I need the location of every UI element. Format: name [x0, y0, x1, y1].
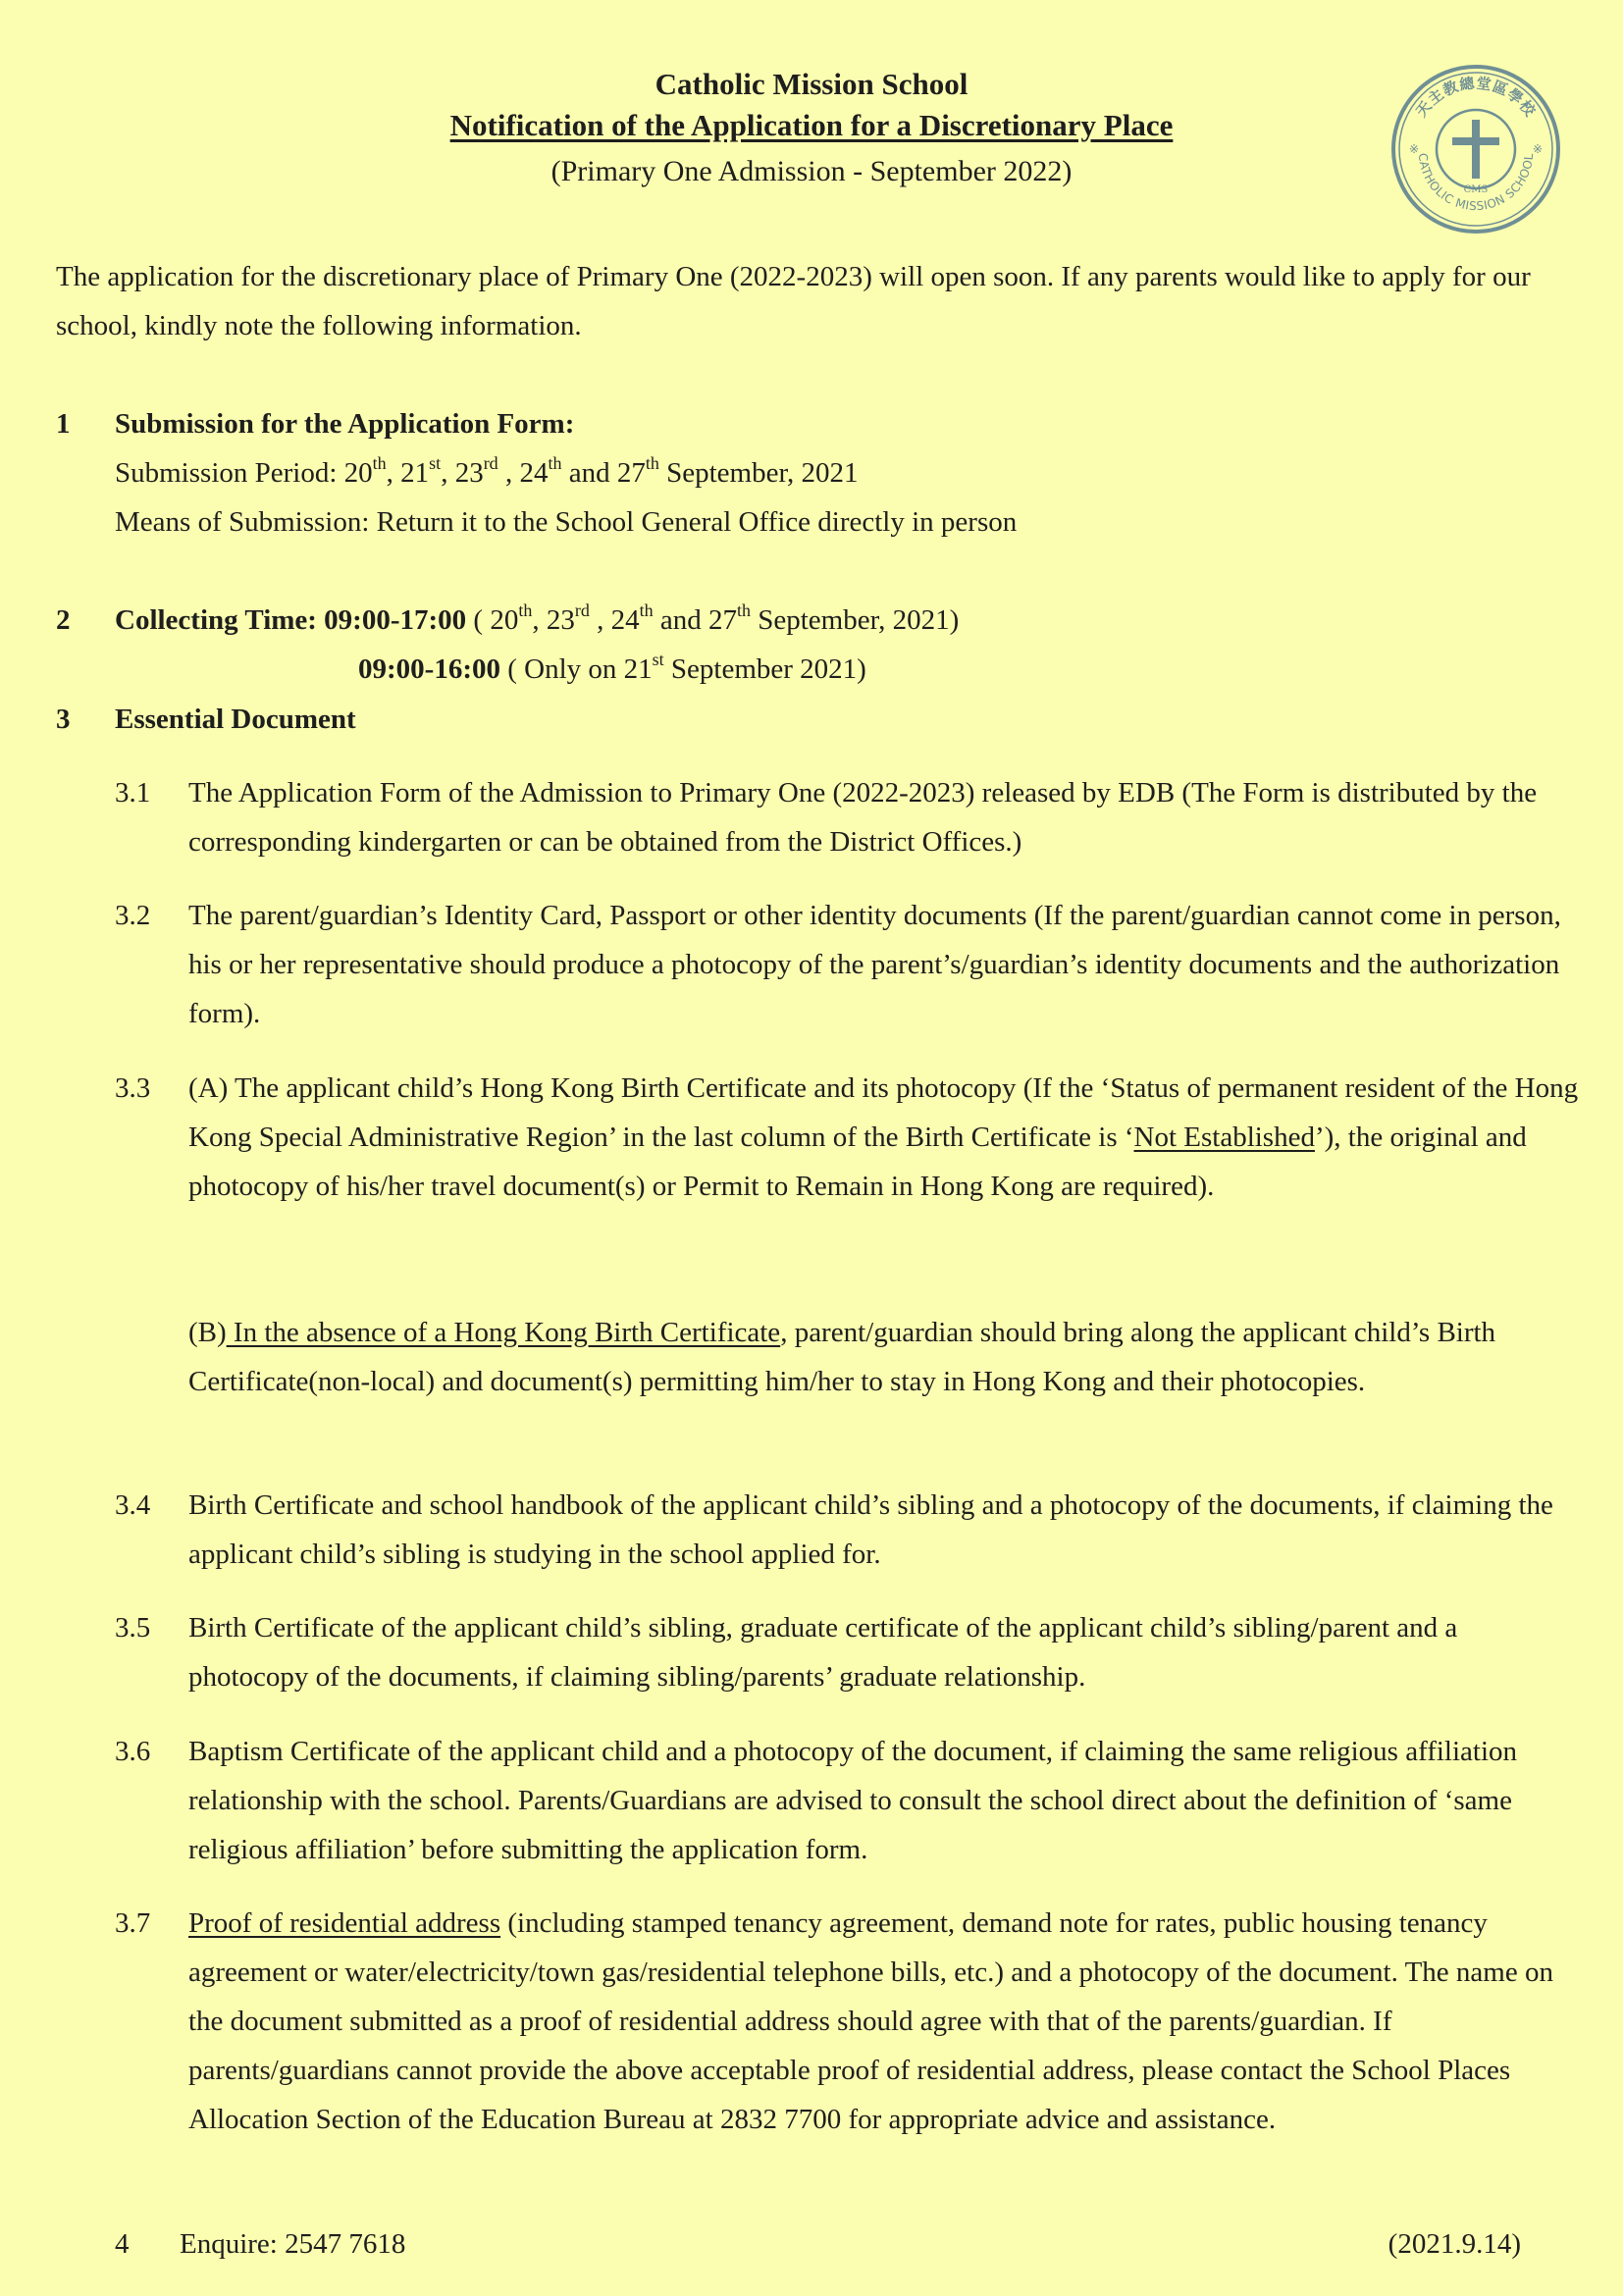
sub-3-6-number: 3.6: [115, 1736, 151, 1767]
item-2-block: [115, 596, 1567, 694]
item-3-heading: Essential Document: [115, 704, 356, 735]
sub-3-3-number: 3.3: [115, 1072, 151, 1104]
page-title: Notification of the Application for a Discretionary Place: [449, 108, 1174, 142]
sub-3-5-number: 3.5: [115, 1612, 151, 1644]
means-of-submission: Means of Submission: Return it to the School General Office directly in person: [115, 506, 1018, 538]
sub-3-3-b-text: (B) In the absence of a Hong Kong Birth Certificate, parent/guardian should bring along the applicant child’s Birth Certificate(non-local) and document(s) permitting him/her to stay in Hong Kong and their photocopies.: [188, 1317, 1496, 1397]
document-date: (2021.9.14): [1387, 2228, 1521, 2260]
item-1-block: [115, 399, 1567, 547]
item-4-number: 4: [115, 2228, 130, 2260]
item-1-number: 1: [56, 408, 71, 440]
sub-3-7-number: 3.7: [115, 1907, 151, 1939]
item-2-number: 2: [56, 604, 71, 636]
sub-3-5-text: Birth Certificate of the applicant child’s sibling, graduate certificate of the applicant child’s sibling/parent and a photocopy of the documents, if claiming sibling/parents’ graduate relationship.: [188, 1612, 1458, 1693]
collecting-time-line-2: 09:00-16:00 ( Only on 21st September 2021): [358, 650, 866, 685]
collecting-time-line-1: Collecting Time: 09:00-17:00 ( 20th, 23rd , 24th and 27th September, 2021): [115, 600, 960, 636]
sub-3-3-a-text: (A) The applicant child’s Hong Kong Birth Certificate and its photocopy (If the ‘Status of permanent resident of the Hong Kong Special Administrative Region’ in the last column of the Birth Certificate is ‘Not Established’), the original and photocopy of his/her travel document(s) or Permit to Remain in Hong Kong are required).: [188, 1072, 1579, 1202]
item-3-number: 3: [56, 704, 71, 735]
svg-text:※: ※: [1533, 142, 1544, 156]
sub-3-7-text: Proof of residential address (including stamped tenancy agreement, demand note for rates, public housing tenancy agreement or water/electricity/town gas/residential telephone bills, etc.) and a photocopy of the document. The name on the document submitted as a proof of residential address should agree with that of the parents/guardian. If parents/guardians cannot provide the above acceptable proof of residential address, please contact the School Places Allocation Section of the Education Bureau at 2832 7700 for appropriate advice and assistance.: [188, 1907, 1553, 2135]
sub-3-6-text: Baptism Certificate of the applicant child and a photocopy of the document, if claiming the same religious affiliation relationship with the school. Parents/Guardians are advised to consult the school direct about the definition of ‘same religious affiliation’ before submitting the application form.: [188, 1736, 1518, 1865]
sub-3-2-number: 3.2: [115, 900, 151, 931]
seal-text-zh: 天主教總堂區學校: [1412, 74, 1540, 121]
sub-3-2-text: The parent/guardian’s Identity Card, Passport or other identity documents (If the parent/guardian cannot come in person, his or her representative should produce a photocopy of the parent’s/guardian’s identity documents and the authorization form).: [188, 900, 1561, 1029]
page-subtitle: (Primary One Admission - September 2022): [550, 155, 1073, 187]
sub-3-1-number: 3.1: [115, 777, 151, 809]
svg-text:※: ※: [1409, 142, 1420, 156]
seal-monogram: CMS: [1463, 184, 1489, 195]
sub-3-4-number: 3.4: [115, 1489, 151, 1521]
seal-text-en: CATHOLIC MISSION SCHOOL: [1415, 152, 1537, 214]
submission-period: Submission Period: 20th, 21st, 23rd , 24th and 27th September, 2021: [115, 453, 859, 489]
school-name: Catholic Mission School: [654, 67, 969, 101]
sub-3-1-text: The Application Form of the Admission to Primary One (2022-2023) released by EDB (The Form is distributed by the corresponding kindergarten or can be obtained from the District Offices.): [188, 777, 1538, 858]
enquiry-phone: Enquire: 2547 7618: [180, 2228, 406, 2260]
item-1-heading: Submission for the Application Form:: [115, 408, 575, 440]
intro-paragraph: The application for the discretionary place of Primary One (2022-2023) will open soon. If any parents would like to apply for our school, kindly note the following information.: [56, 261, 1531, 341]
sub-3-4-text: Birth Certificate and school handbook of the applicant child’s sibling and a photocopy of the documents, if claiming the applicant child’s sibling is studying in the school applied for.: [188, 1489, 1553, 1570]
school-seal-icon: [1389, 63, 1562, 235]
